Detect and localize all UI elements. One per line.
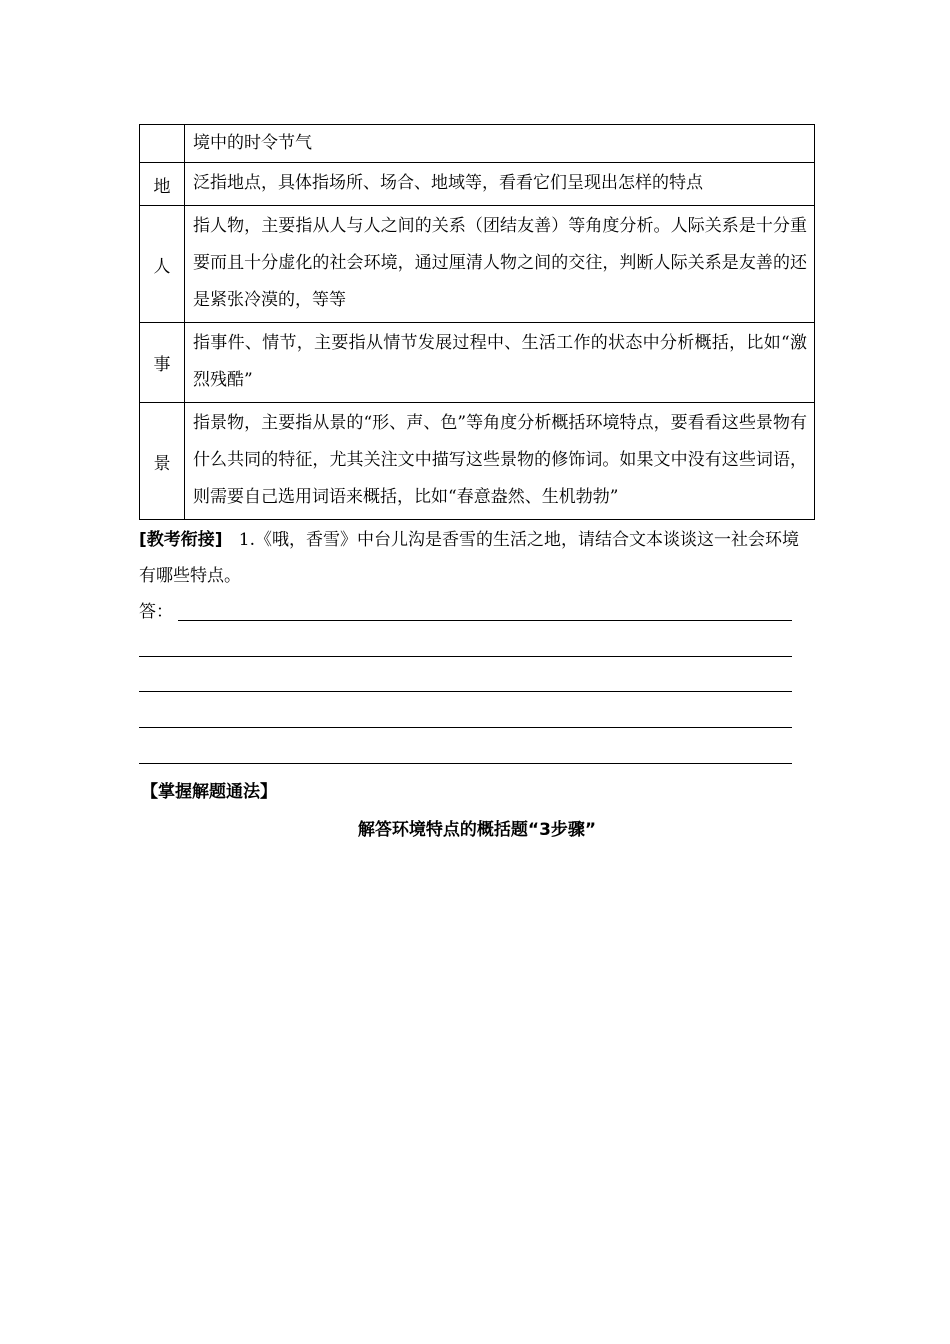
environment-elements-table [139,124,815,520]
row-description: 指景物，主要指从景的“形、声、色”等角度分析概括环境特点，要看看这些景物有什么共同的特征，尤其关注文中描写这些景物的修饰词。如果文中没有这些词语，则需要自己选用词语来概括，比如“春意盎然、生机勃勃” [185,403,815,520]
table-row [140,403,815,520]
question-text: 1.《哦，香雪》中台儿沟是香雪的生活之地，请结合文本谈谈这一社会环境有哪些特点。 [139,530,799,586]
answer-line[interactable] [139,691,792,692]
table-row [140,206,815,323]
row-key: 地 [140,163,185,206]
row-key [140,125,185,163]
table-row [140,163,815,206]
answer-line[interactable] [139,656,792,657]
row-description: 指人物，主要指从人与人之间的关系（团结友善）等角度分析。人际关系是十分重要而且十分虚化的社会环境，通过厘清人物之间的交往，判断人际关系是友善的还是紧张冷漠的，等等 [185,206,815,323]
row-description: 泛指地点，具体指场所、场合、地域等，看看它们呈现出怎样的特点 [185,163,815,206]
question-tag: [教考衔接] [139,530,223,550]
row-description: 指事件、情节，主要指从情节发展过程中、生活工作的状态中分析概括，比如“激烈残酷” [185,323,815,403]
row-key: 人 [140,206,185,323]
section-title: 【掌握解题通法】 [141,782,277,802]
exam-question [139,522,815,594]
table-row [140,125,815,163]
row-description: 境中的时令节气 [185,125,815,163]
answer-line[interactable] [178,620,792,621]
section-subtitle: 解答环境特点的概括题“3步骤” [357,820,597,840]
row-key: 景 [140,403,185,520]
row-key: 事 [140,323,185,403]
answer-line[interactable] [139,727,792,728]
table-row [140,323,815,403]
answer-line[interactable] [139,763,792,764]
answer-label: 答： [139,602,173,622]
